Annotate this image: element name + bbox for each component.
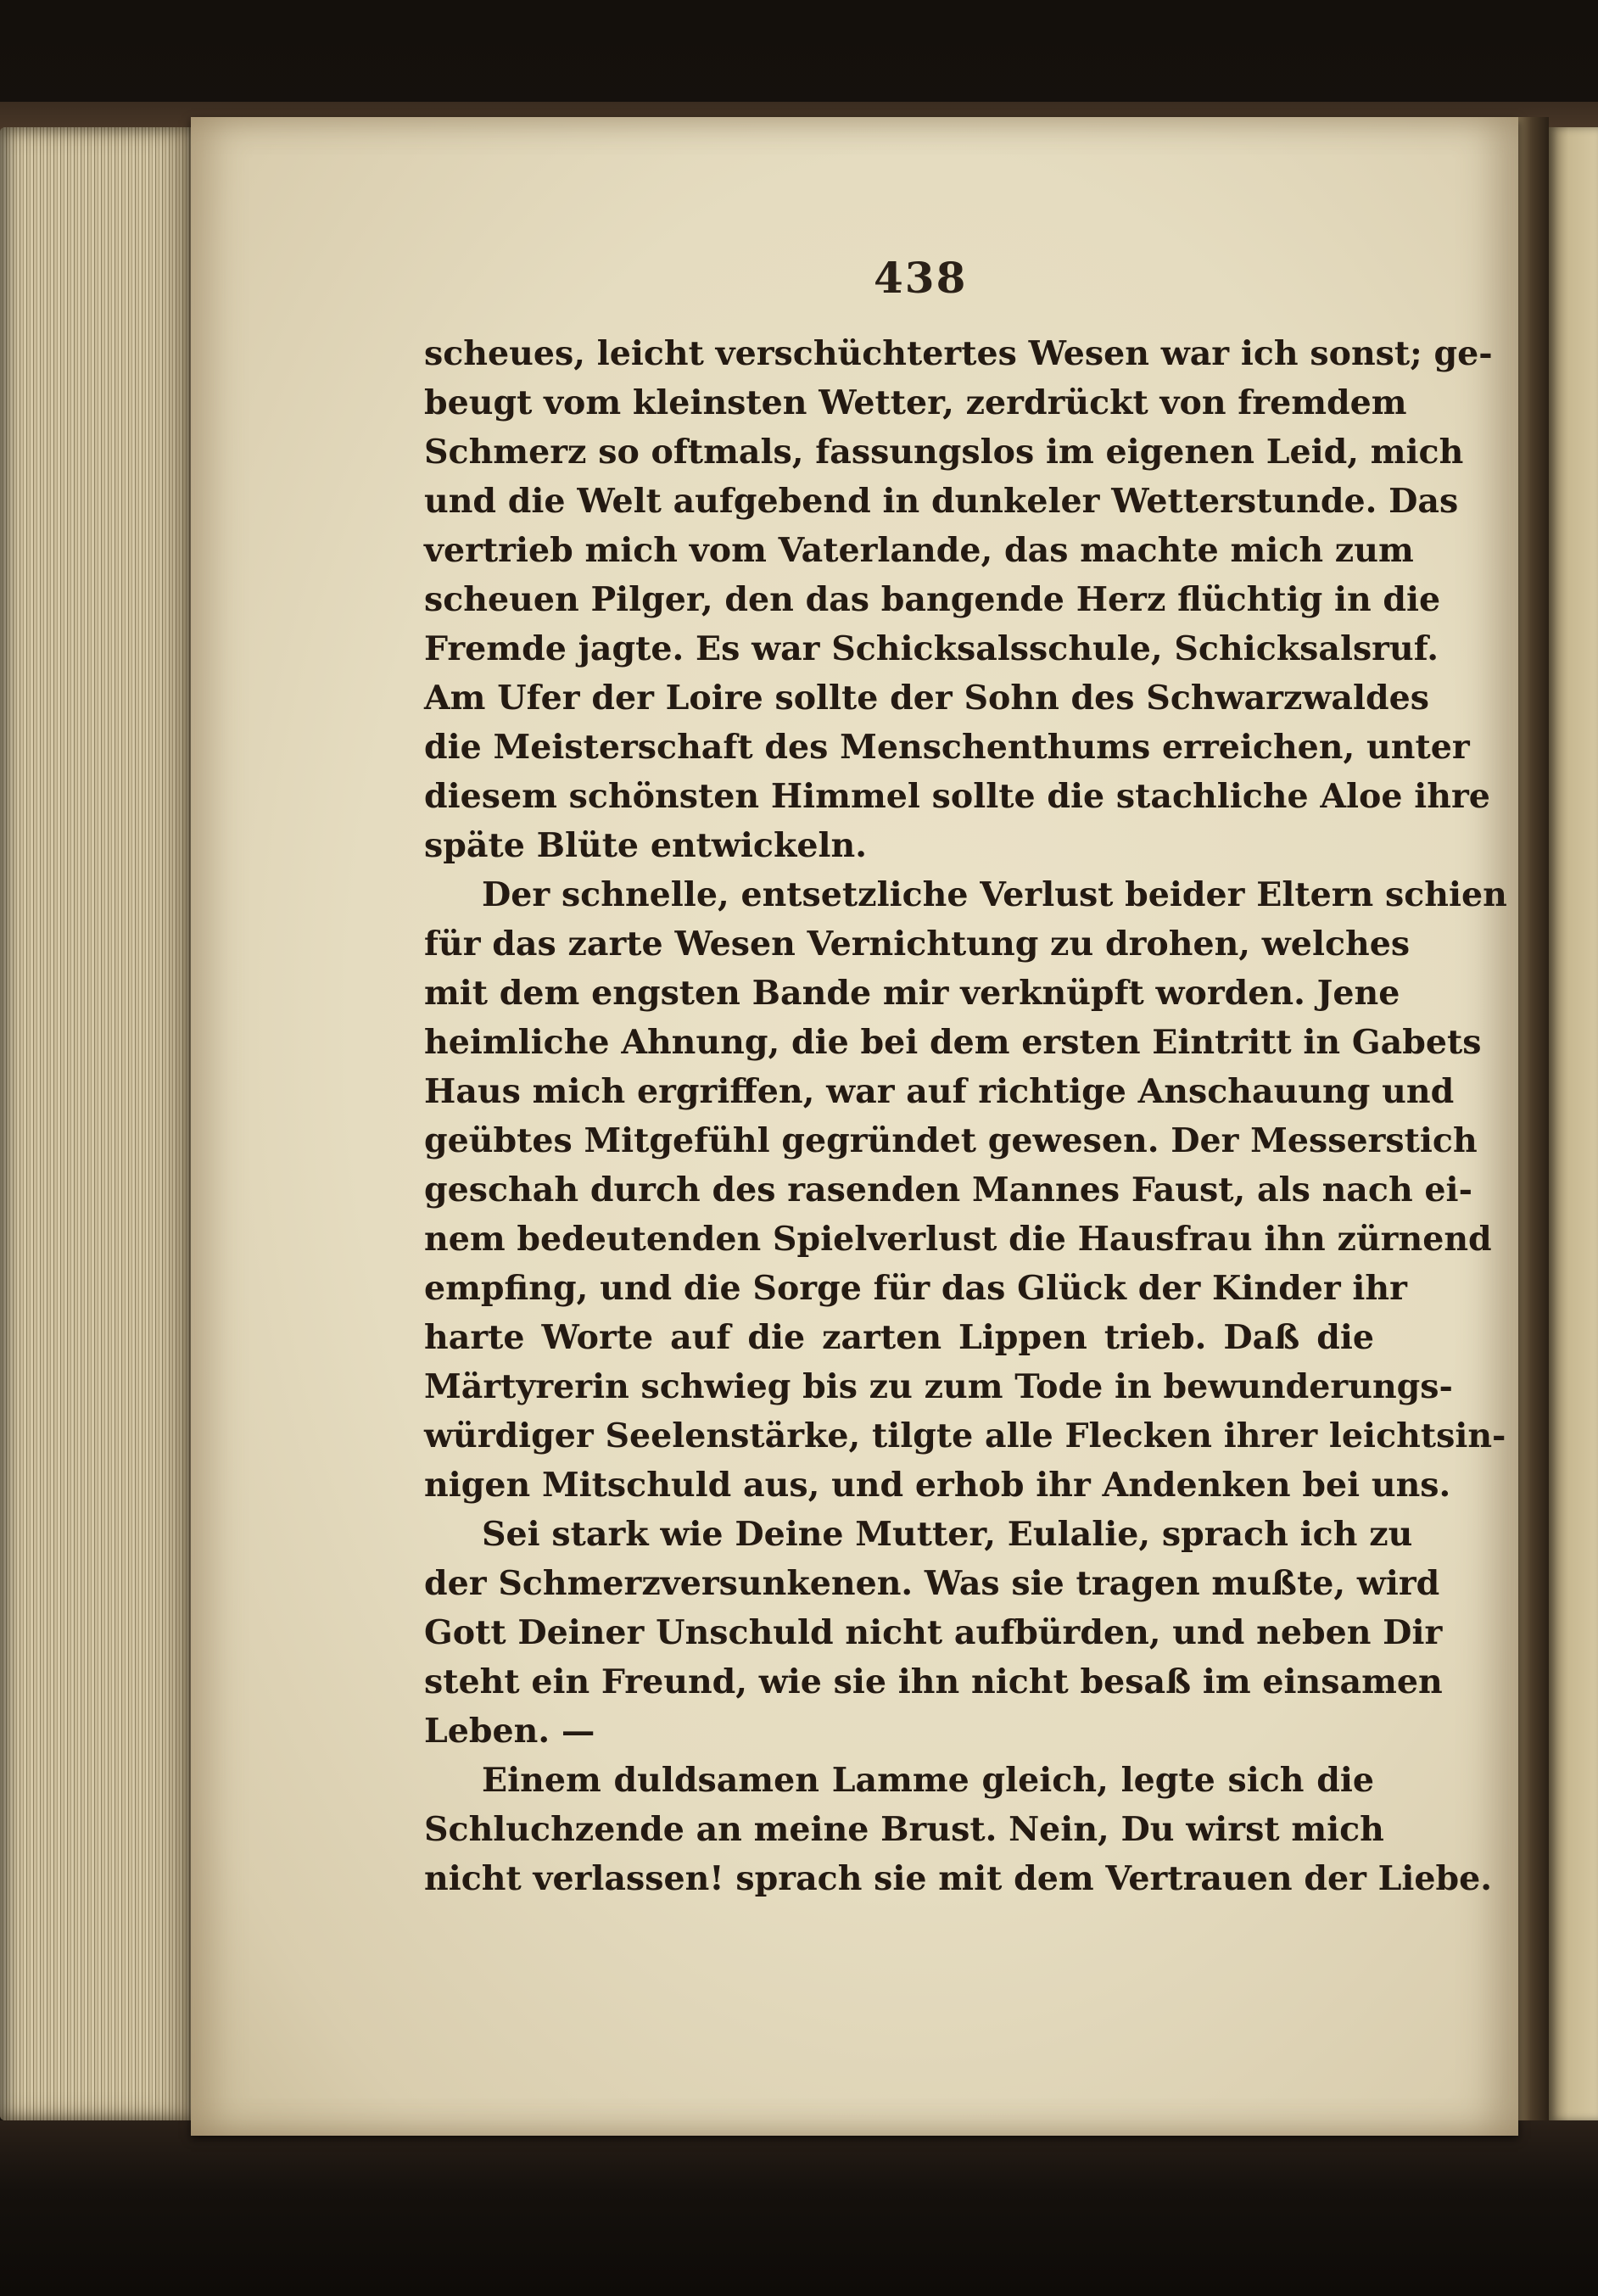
text-line: vertrieb mich vom Vaterlande, das machte mich zum: [424, 531, 1414, 570]
page-stack-edges: [0, 127, 195, 2120]
text-line: Fremde jagte. Es war Schicksalsschule, Schicksalsruf.: [424, 629, 1439, 668]
text-line: Märtyrerin schwieg bis zu zum Tode in bewunderungs-: [424, 1367, 1453, 1406]
text-line: nigen Mitschuld aus, und erhob ihr Andenken bei uns.: [424, 1466, 1451, 1505]
text-line: geschah durch des rasenden Mannes Faust, als nach ei-: [424, 1170, 1472, 1209]
text-line: würdiger Seelenstärke, tilgte alle Flecken ihrer leichtsin-: [424, 1416, 1506, 1455]
text-line: harte Worte auf die zarten Lippen trieb. Daß die: [424, 1318, 1374, 1357]
page-text-block: [424, 329, 1507, 1903]
text-line: beugt vom kleinsten Wetter, zerdrückt von fremdem: [424, 383, 1407, 422]
text-line: heimliche Ahnung, die bei dem ersten Eintritt in Gabets: [424, 1023, 1482, 1062]
text-line: steht ein Freund, wie sie ihn nicht besaß im einsamen: [424, 1662, 1443, 1701]
text-line: späte Blüte entwickeln.: [424, 826, 867, 865]
text-line: die Meisterschaft des Menschenthums erreichen, unter: [424, 728, 1470, 767]
text-line: scheuen Pilger, den das bangende Herz flüchtig in die: [424, 580, 1441, 619]
text-line: empfing, und die Sorge für das Glück der Kinder ihr: [424, 1269, 1407, 1308]
text-line: nicht verlassen! sprach sie mit dem Vertrauen der Liebe.: [424, 1859, 1493, 1898]
text-line: Am Ufer der Loire sollte der Sohn des Schwarzwaldes: [424, 679, 1430, 718]
page-number: 438: [874, 253, 968, 303]
text-line: nem bedeutenden Spielverlust die Hausfrau ihn zürnend: [424, 1220, 1492, 1259]
text-line: scheues, leicht verschüchtertes Wesen war ich sonst; ge-: [424, 334, 1493, 373]
text-line: Der schnelle, entsetzliche Verlust beider Eltern schien: [482, 875, 1507, 914]
text-line: Haus mich ergriffen, war auf richtige Anschauung und: [424, 1072, 1455, 1111]
text-line: geübtes Mitgefühl gegründet gewesen. Der Messerstich: [424, 1121, 1478, 1160]
text-line: Leben. —: [424, 1712, 595, 1751]
book-cover-bottom: [0, 2120, 1598, 2296]
text-line: Schmerz so oftmals, fassungslos im eigenen Leid, mich: [424, 433, 1464, 472]
text-line: und die Welt aufgebend in dunkeler Wetterstunde. Das: [424, 482, 1459, 521]
text-line: Einem duldsamen Lamme gleich, legte sich die: [482, 1761, 1374, 1800]
facing-page-edge: [1549, 127, 1598, 2120]
text-line: der Schmerzversunkenen. Was sie tragen mußte, wird: [424, 1564, 1440, 1603]
text-line: Schluchzende an meine Brust. Nein, Du wirst mich: [424, 1810, 1384, 1849]
text-line: Gott Deiner Unschuld nicht aufbürden, und neben Dir: [424, 1613, 1443, 1652]
text-line: Sei stark wie Deine Mutter, Eulalie, sprach ich zu: [482, 1515, 1413, 1554]
text-line: mit dem engsten Bande mir verknüpft worden. Jene: [424, 974, 1400, 1013]
book-gutter: [1518, 117, 1549, 2136]
text-line: für das zarte Wesen Vernichtung zu drohen, welches: [424, 925, 1411, 964]
text-line: diesem schönsten Himmel sollte die stachliche Aloe ihre: [424, 777, 1490, 816]
